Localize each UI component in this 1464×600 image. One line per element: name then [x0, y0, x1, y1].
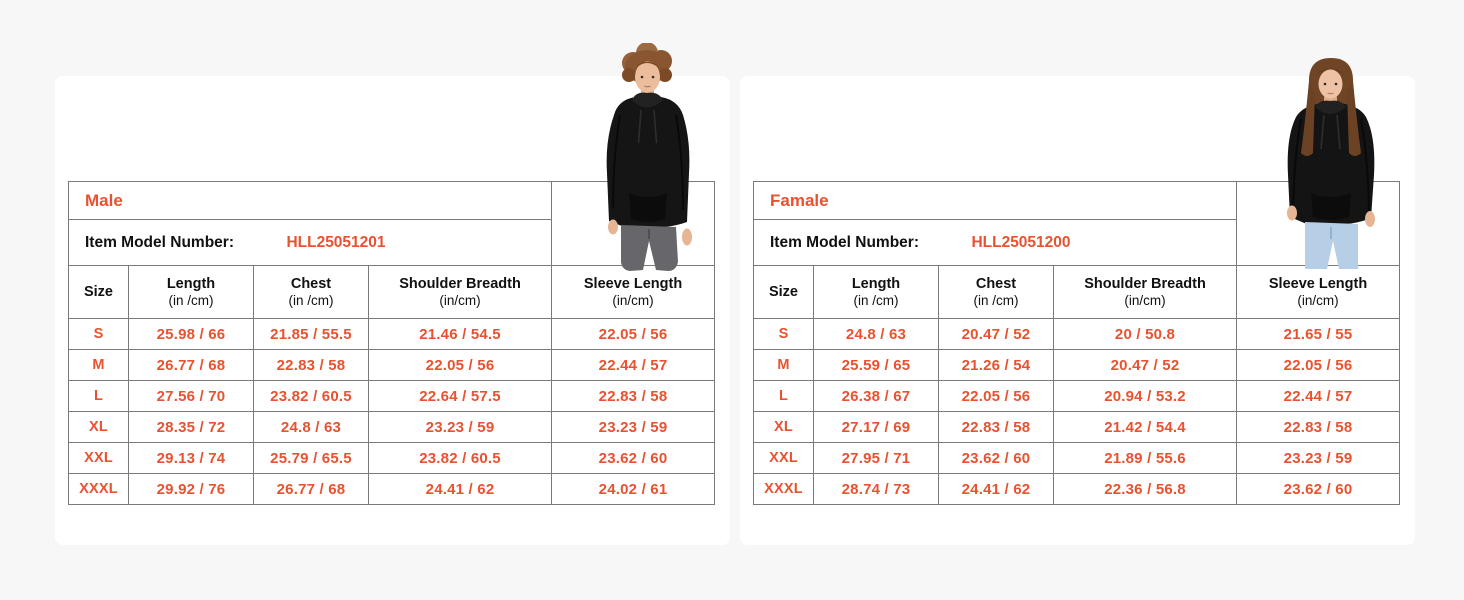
length-cell: 28.74 / 73	[814, 474, 939, 505]
size-row	[754, 319, 1400, 350]
size-row	[69, 381, 715, 412]
sleeve-cell: 22.05 / 56	[1237, 350, 1400, 381]
male-model-photo	[583, 43, 714, 272]
shoulder-cell: 20 / 50.8	[1054, 319, 1237, 350]
shoulder-cell: 22.05 / 56	[369, 350, 552, 381]
chest-cell: 21.85 / 55.5	[254, 319, 369, 350]
size-cell: XXL	[754, 443, 814, 474]
chest-cell: 24.41 / 62	[939, 474, 1054, 505]
sleeve-cell: 23.23 / 59	[1237, 443, 1400, 474]
male-hand	[682, 229, 692, 246]
shoulder-cell: 21.89 / 55.6	[1054, 443, 1237, 474]
male-hoodie	[607, 93, 690, 229]
sleeve-cell: 23.62 / 60	[552, 443, 715, 474]
shoulder-cell: 23.23 / 59	[369, 412, 552, 443]
chest-cell: 23.82 / 60.5	[254, 381, 369, 412]
female-model-illustration	[1257, 53, 1405, 270]
column-header-shoulder-breadth: Shoulder Breadth (in/cm)	[1054, 266, 1237, 319]
shoulder-cell: 22.64 / 57.5	[369, 381, 552, 412]
length-cell: 28.35 / 72	[129, 412, 254, 443]
column-header-size: Size	[69, 266, 129, 319]
column-header-row	[754, 266, 1400, 319]
size-cell: XXXL	[754, 474, 814, 505]
sleeve-cell: 22.05 / 56	[552, 319, 715, 350]
model-number-cell	[69, 220, 552, 266]
length-cell: 29.92 / 76	[129, 474, 254, 505]
chest-cell: 25.79 / 65.5	[254, 443, 369, 474]
size-row	[69, 319, 715, 350]
sleeve-cell: 23.23 / 59	[552, 412, 715, 443]
sleeve-cell: 22.44 / 57	[1237, 381, 1400, 412]
male-hand-in-pocket	[608, 220, 618, 235]
size-row	[69, 412, 715, 443]
size-cell: L	[754, 381, 814, 412]
sleeve-cell: 23.62 / 60	[1237, 474, 1400, 505]
female-hand	[1365, 211, 1375, 227]
sleeve-cell: 22.83 / 58	[1237, 412, 1400, 443]
female-size-rows	[754, 319, 1400, 505]
size-row	[754, 443, 1400, 474]
size-cell: XL	[69, 412, 129, 443]
item-model-number-value: HLL25051201	[286, 233, 386, 251]
shoulder-cell: 21.46 / 54.5	[369, 319, 552, 350]
item-model-number-label: Item Model Number:	[85, 233, 234, 251]
shoulder-cell: 20.94 / 53.2	[1054, 381, 1237, 412]
length-cell: 26.38 / 67	[814, 381, 939, 412]
chest-cell: 22.05 / 56	[939, 381, 1054, 412]
male-size-rows	[69, 319, 715, 505]
size-cell: M	[69, 350, 129, 381]
model-number-cell	[754, 220, 1237, 266]
chest-cell: 22.83 / 58	[254, 350, 369, 381]
column-header-sleeve-length: Sleeve Length (in/cm)	[552, 266, 715, 319]
chest-cell: 23.62 / 60	[939, 443, 1054, 474]
length-cell: 29.13 / 74	[129, 443, 254, 474]
shoulder-cell: 22.36 / 56.8	[1054, 474, 1237, 505]
size-cell: M	[754, 350, 814, 381]
size-row	[754, 474, 1400, 505]
gender-label: Male	[69, 182, 552, 220]
male-face	[635, 62, 660, 93]
length-cell: 25.59 / 65	[814, 350, 939, 381]
length-cell: 25.98 / 66	[129, 319, 254, 350]
length-cell: 24.8 / 63	[814, 319, 939, 350]
female-model-photo	[1257, 53, 1405, 270]
column-header-length: Length (in /cm)	[814, 266, 939, 319]
chest-cell: 22.83 / 58	[939, 412, 1054, 443]
shoulder-cell: 21.42 / 54.4	[1054, 412, 1237, 443]
sleeve-cell: 22.44 / 57	[552, 350, 715, 381]
size-cell: L	[69, 381, 129, 412]
length-cell: 27.17 / 69	[814, 412, 939, 443]
chest-cell: 21.26 / 54	[939, 350, 1054, 381]
sleeve-cell: 21.65 / 55	[1237, 319, 1400, 350]
size-row	[69, 474, 715, 505]
column-header-size: Size	[754, 266, 814, 319]
size-cell: XXL	[69, 443, 129, 474]
size-row	[754, 350, 1400, 381]
column-header-sleeve-length: Sleeve Length (in/cm)	[1237, 266, 1400, 319]
column-header-chest: Chest (in /cm)	[939, 266, 1054, 319]
column-header-chest: Chest (in /cm)	[254, 266, 369, 319]
size-cell: XL	[754, 412, 814, 443]
chest-cell: 26.77 / 68	[254, 474, 369, 505]
length-cell: 27.95 / 71	[814, 443, 939, 474]
chest-cell: 20.47 / 52	[939, 319, 1054, 350]
item-model-number-value: HLL25051200	[971, 233, 1071, 251]
sleeve-cell: 22.83 / 58	[552, 381, 715, 412]
size-chart-card-male	[55, 76, 730, 545]
size-chart-card-female	[740, 76, 1415, 545]
size-cell: XXXL	[69, 474, 129, 505]
male-model-illustration	[583, 43, 714, 272]
chest-cell: 24.8 / 63	[254, 412, 369, 443]
gender-label: Famale	[754, 182, 1237, 220]
length-cell: 26.77 / 68	[129, 350, 254, 381]
item-model-number-label: Item Model Number:	[770, 233, 919, 251]
shoulder-cell: 20.47 / 52	[1054, 350, 1237, 381]
size-row	[69, 443, 715, 474]
shoulder-cell: 23.82 / 60.5	[369, 443, 552, 474]
size-cell: S	[69, 319, 129, 350]
female-hoodie	[1288, 101, 1375, 226]
sleeve-cell: 24.02 / 61	[552, 474, 715, 505]
column-header-row	[69, 266, 715, 319]
size-row	[69, 350, 715, 381]
size-row	[754, 381, 1400, 412]
column-header-shoulder-breadth: Shoulder Breadth (in/cm)	[369, 266, 552, 319]
length-cell: 27.56 / 70	[129, 381, 254, 412]
shoulder-cell: 24.41 / 62	[369, 474, 552, 505]
column-header-length: Length (in /cm)	[129, 266, 254, 319]
female-hand	[1287, 206, 1297, 221]
size-row	[754, 412, 1400, 443]
size-cell: S	[754, 319, 814, 350]
